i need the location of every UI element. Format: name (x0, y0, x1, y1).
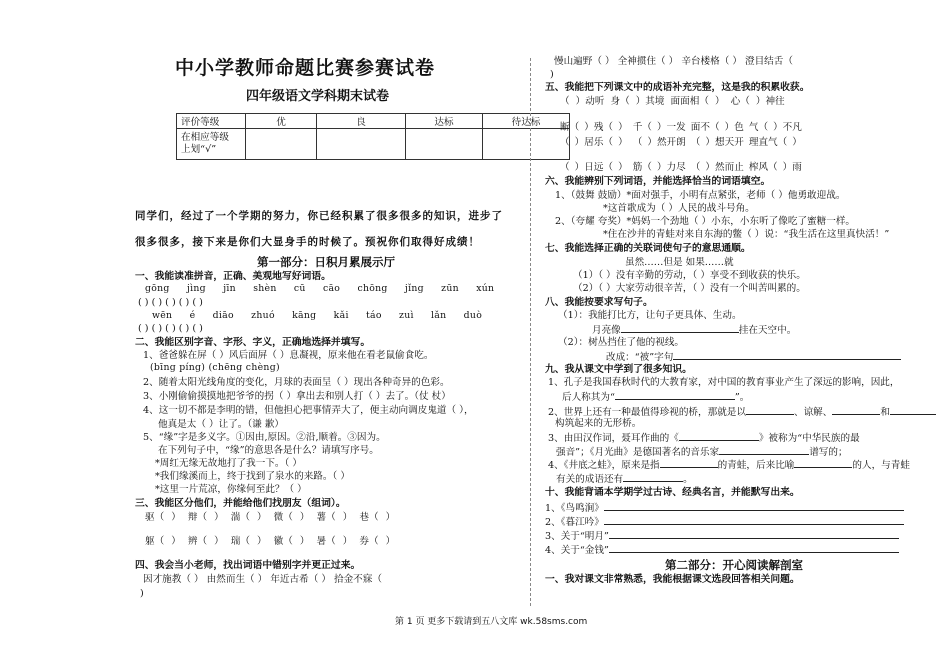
section2-heading: 二、我能区别字音、字形、字义，正确地选择并填写。 (135, 337, 371, 348)
answer-blank[interactable] (623, 472, 683, 482)
typo-row-1[interactable]: 因才施教（ ） 由然而生（ ） 年近古希（ ） 拾金不寐（ (143, 574, 382, 585)
answer-blank[interactable] (609, 543, 899, 553)
answer-blank[interactable] (604, 501, 904, 511)
part2-title: 第二部分：开心阅读解剖室 (665, 558, 803, 572)
question-2-1[interactable]: 1、爸爸躲在屏（ ）风后面屏（ ）息凝视，原来他在看老鼠偷食吃。 (143, 350, 434, 361)
section4-heading: 四、我会当小老师，找出词语中错别字并更正过来。 (135, 560, 361, 571)
grade-table (176, 113, 570, 160)
question-2-3[interactable]: 3、小刚偷偷摸摸地把爷爷的拐（ ）拿出去和别人打（ ）去了。（仗 杖） (143, 391, 451, 402)
question-9-4-part2: 的青蛙，后来比喻 (717, 460, 795, 471)
poem-label-3: 3、关于“明月” (545, 531, 609, 542)
question-8-2-prefix: 改成：“被”字句 (606, 352, 674, 363)
question-8-1: （1）：我能打比方，让句子更具体、生动。 (558, 310, 742, 321)
answer-blank[interactable] (604, 515, 904, 525)
question-7-2[interactable]: （2）（ ）大家劳动很辛苦，（ ）没有一个叫苦叫累的。 (573, 283, 806, 294)
grade-mark-cell[interactable] (483, 129, 570, 160)
question-2-5c[interactable]: *周红无缘无故地打了我一下。（ ） (155, 458, 302, 469)
answer-blank[interactable] (660, 458, 718, 468)
question-9-2d: 构筑起来的无形桥。 (555, 418, 642, 429)
grade-table-header-row (177, 114, 570, 129)
section5-heading: 五、我能把下列课文中的成语补充完整，这是我的积累收获。 (545, 82, 810, 93)
answer-blank[interactable] (615, 390, 735, 400)
question-9-4-line[interactable] (548, 458, 910, 471)
question-9-3-line2[interactable] (556, 445, 848, 458)
poem-label-4: 4、关于“金钱” (545, 545, 609, 556)
grade-row-label-line1: 在相应等级 (181, 131, 229, 143)
section8-heading: 八、我能按要求写句子。 (545, 297, 653, 308)
grade-mark-cell[interactable] (246, 129, 317, 160)
question-9-4-part3: 的人，与青蛙 (852, 460, 910, 471)
question-9-1a: 1、孔子是我国春秋时代的大教育家，对中国的教育事业产生了深远的影响，因此， (548, 377, 900, 388)
question-8-2-line[interactable] (606, 350, 901, 363)
grade-row-label (177, 129, 246, 160)
question-9-3-part1: 3、由田汉作词，聂耳作曲的《 (548, 433, 679, 444)
exam-subtitle: 四年级语文学科期末试卷 (246, 89, 390, 104)
question-6-1b[interactable]: *这首歌成为（ ）人民的战斗号角。 (603, 203, 755, 214)
question-9-2-part2: 、谅解、 (793, 407, 833, 418)
question-2-2[interactable]: 2、随着太阳光线角度的变化，月球的表面呈（ ）现出各种奇异的色彩。 (143, 377, 450, 388)
question-9-2-line[interactable] (548, 405, 936, 418)
question-7-1[interactable]: （1）（ ）没有辛勤的劳动，（ ）享受不到收获的快乐。 (573, 270, 806, 281)
poem-row-4[interactable] (545, 543, 899, 556)
question-9-4-part4: 有关的成语还有 (556, 474, 624, 485)
answer-blanks-row-2[interactable]: ( ) ( ) ( ) ( ) ( ) (138, 323, 203, 334)
question-9-4-part5: 。 (683, 474, 693, 485)
question-9-1-suffix: ”。 (734, 392, 750, 403)
idiom-row-1[interactable]: （ ）动听 身（ ）其境 面面相（ ） 心（ ）神往 (560, 96, 785, 107)
question-8-1-line[interactable] (592, 323, 796, 336)
question-9-2-part1: 2、世界上还有一种最值得珍视的桥，那就是以 (548, 407, 746, 418)
poem-label-2: 2、《暮江吟》 (545, 517, 604, 528)
question-9-1-prefix: 后人称其为“ (562, 392, 615, 403)
question-8-1-suffix: 挂在天空中。 (738, 325, 797, 336)
pinyin-row-2: wēn é diāo zhuó kāng kǎi táo zuì lǎn duò (152, 310, 483, 321)
section7-heading: 七、我能选择正确的关联词使句子的意思通顺。 (545, 243, 751, 254)
question-9-1-line[interactable] (562, 390, 749, 403)
poem-row-1[interactable] (545, 501, 904, 514)
question-2-5a: 5、“缘”字是多义字。①因由,原因。②沿,顺着。③因为。 (143, 432, 386, 443)
poem-label-1: 1、《鸟鸣涧》 (545, 503, 604, 514)
grade-row-label-line2: 上划“√” (181, 144, 217, 155)
section9-heading: 九、我从课文中学到了很多知识。 (545, 364, 692, 375)
answer-blanks-row-1[interactable]: ( ) ( ) ( ) ( ) ( ) (138, 297, 203, 308)
word-pair-row-2[interactable]: 躯（ ） 辨（ ） 瑞（ ） 徽（ ） 暑（ ） 券（ ） (145, 536, 396, 547)
grade-header-cell: 优 (246, 114, 317, 129)
grade-mark-cell[interactable] (317, 129, 406, 160)
grade-mark-cell[interactable] (406, 129, 483, 160)
intro-line-2: 很多很多，接下来是你们大显身手的时候了。预祝你们取得好成绩！ (135, 236, 480, 248)
section10-heading: 十、我能背诵本学期学过古诗、经典名言，并能默写出来。 (545, 487, 800, 498)
question-9-3-part4: 谱写的； (809, 447, 848, 458)
grade-header-cell: 达标 (406, 114, 483, 129)
question-2-1-pinyin: (bīng píng) (chēng chèng) (150, 362, 280, 373)
answer-blank[interactable] (832, 405, 880, 415)
pinyin-row-1: gōng jìng jīn shèn cū cāo chōng jǐng zūn xún (145, 283, 495, 294)
idiom-row-2[interactable]: 断（ ）残（ ） 千（ ）一发 面不（ ）色 气（ ）不凡 (560, 122, 802, 133)
answer-blank[interactable] (621, 323, 739, 333)
question-9-3-part2: 》被称为“中华民族的最 (758, 433, 860, 444)
question-2-5b: 在下列句子中，“缘”的意思各是什么？请填写序号。 (158, 445, 379, 456)
answer-blank[interactable] (673, 350, 901, 360)
poem-row-3[interactable] (545, 529, 899, 542)
answer-blank[interactable] (679, 431, 759, 441)
poem-row-2[interactable] (545, 515, 904, 528)
grade-header-cell: 良 (317, 114, 406, 129)
question-2-5d[interactable]: *我们缘溪而上，终于找到了泉水的来路。（ ） (155, 471, 350, 482)
question-9-4-line2[interactable] (556, 472, 693, 485)
grade-header-cell: 待达标 (483, 114, 570, 129)
answer-blank[interactable] (719, 445, 809, 455)
answer-blank[interactable] (890, 405, 936, 415)
question-9-4-part1: 4、《井底之蛙》，原来是指 (548, 460, 660, 471)
typo-row-2-end: ) (550, 69, 554, 80)
question-2-4a[interactable]: 4、这一切不都是李明的错，但他担心把事情弄大了，便主动向调皮鬼道（ ）， (143, 405, 474, 416)
word-pair-row-1[interactable]: 驱（ ） 辩（ ） 湍（ ） 微（ ） 薯（ ） 巷（ ） (145, 512, 396, 523)
typo-row-2[interactable]: 慢山遍野（ ） 全神掼住（ ） 辛台楼格（ ） 澄目结舌（ (554, 56, 793, 67)
idiom-row-4[interactable]: （ ）日远（ ） 筋（ ）力尽 （ ）然而止 榨风（ ）雨 (560, 162, 802, 173)
question-9-3-line[interactable] (548, 431, 860, 444)
question-2-5e[interactable]: *这里一片荒凉，你缘何至此？（ ） (155, 484, 307, 495)
question-9-2-part3: 和 (880, 407, 890, 418)
answer-blank[interactable] (794, 458, 852, 468)
column-divider (530, 58, 531, 606)
exam-title: 中小学教师命题比赛参赛试卷 (175, 57, 436, 79)
idiom-row-3[interactable]: （ ）居乐（ ） （ ）然开朗 （ ）想天开 理直气（ ） (560, 137, 802, 148)
answer-blank[interactable] (609, 529, 899, 539)
typo-row-1-end: ) (140, 588, 144, 599)
question-6-1[interactable]: 1、（鼓舞 鼓励）*面对强手，小明有点紧张，老师（ ）他勇敢迎战。 (555, 190, 846, 201)
question-6-2b[interactable]: *住在沙井的青蛙对来自东海的鳖（ ）说：“我生活在这里真快活！” (603, 229, 890, 240)
question-6-2[interactable]: 2、（夸耀 夸奖）*妈妈一个劲地（ ）小东，小东听了像吃了蜜糖一样。 (555, 216, 856, 227)
answer-blank[interactable] (746, 405, 794, 415)
part1-title: 第一部分：日积月累展示厅 (257, 255, 395, 269)
page-footer: 第 1 页 更多下载请到五八文库 wk.58sms.com (395, 617, 588, 627)
question-8-1-prefix: 月亮像 (592, 325, 621, 336)
part2-section1-heading: 一、我对课文非常熟悉，我能根据课文选段回答相关问题。 (545, 574, 800, 585)
grade-table-mark-row (177, 129, 570, 160)
question-9-3-part3: 强音”；《月光曲》是德国著名的音乐家 (556, 447, 720, 458)
section6-heading: 六、我能辨别下列词语，并能选择恰当的词语填空。 (545, 176, 771, 187)
section3-heading: 三、我能区分他们，并能给他们找朋友（组词）。 (135, 498, 346, 509)
section1-heading: 一、我能读准拼音，正确、美观地写好词语。 (135, 271, 331, 282)
question-2-4b[interactable]: 他真是太（ ）让了。（谦 歉） (158, 419, 285, 430)
question-8-2: （2）：树丛挡住了他的视线。 (558, 337, 685, 348)
conjunction-options: 虽然……但是 如果……就 (625, 257, 734, 268)
grade-header-cell: 评价等级 (177, 114, 246, 129)
intro-line-1: 同学们，经过了一个学期的努力，你已经积累了很多很多的知识，进步了 (135, 210, 503, 222)
